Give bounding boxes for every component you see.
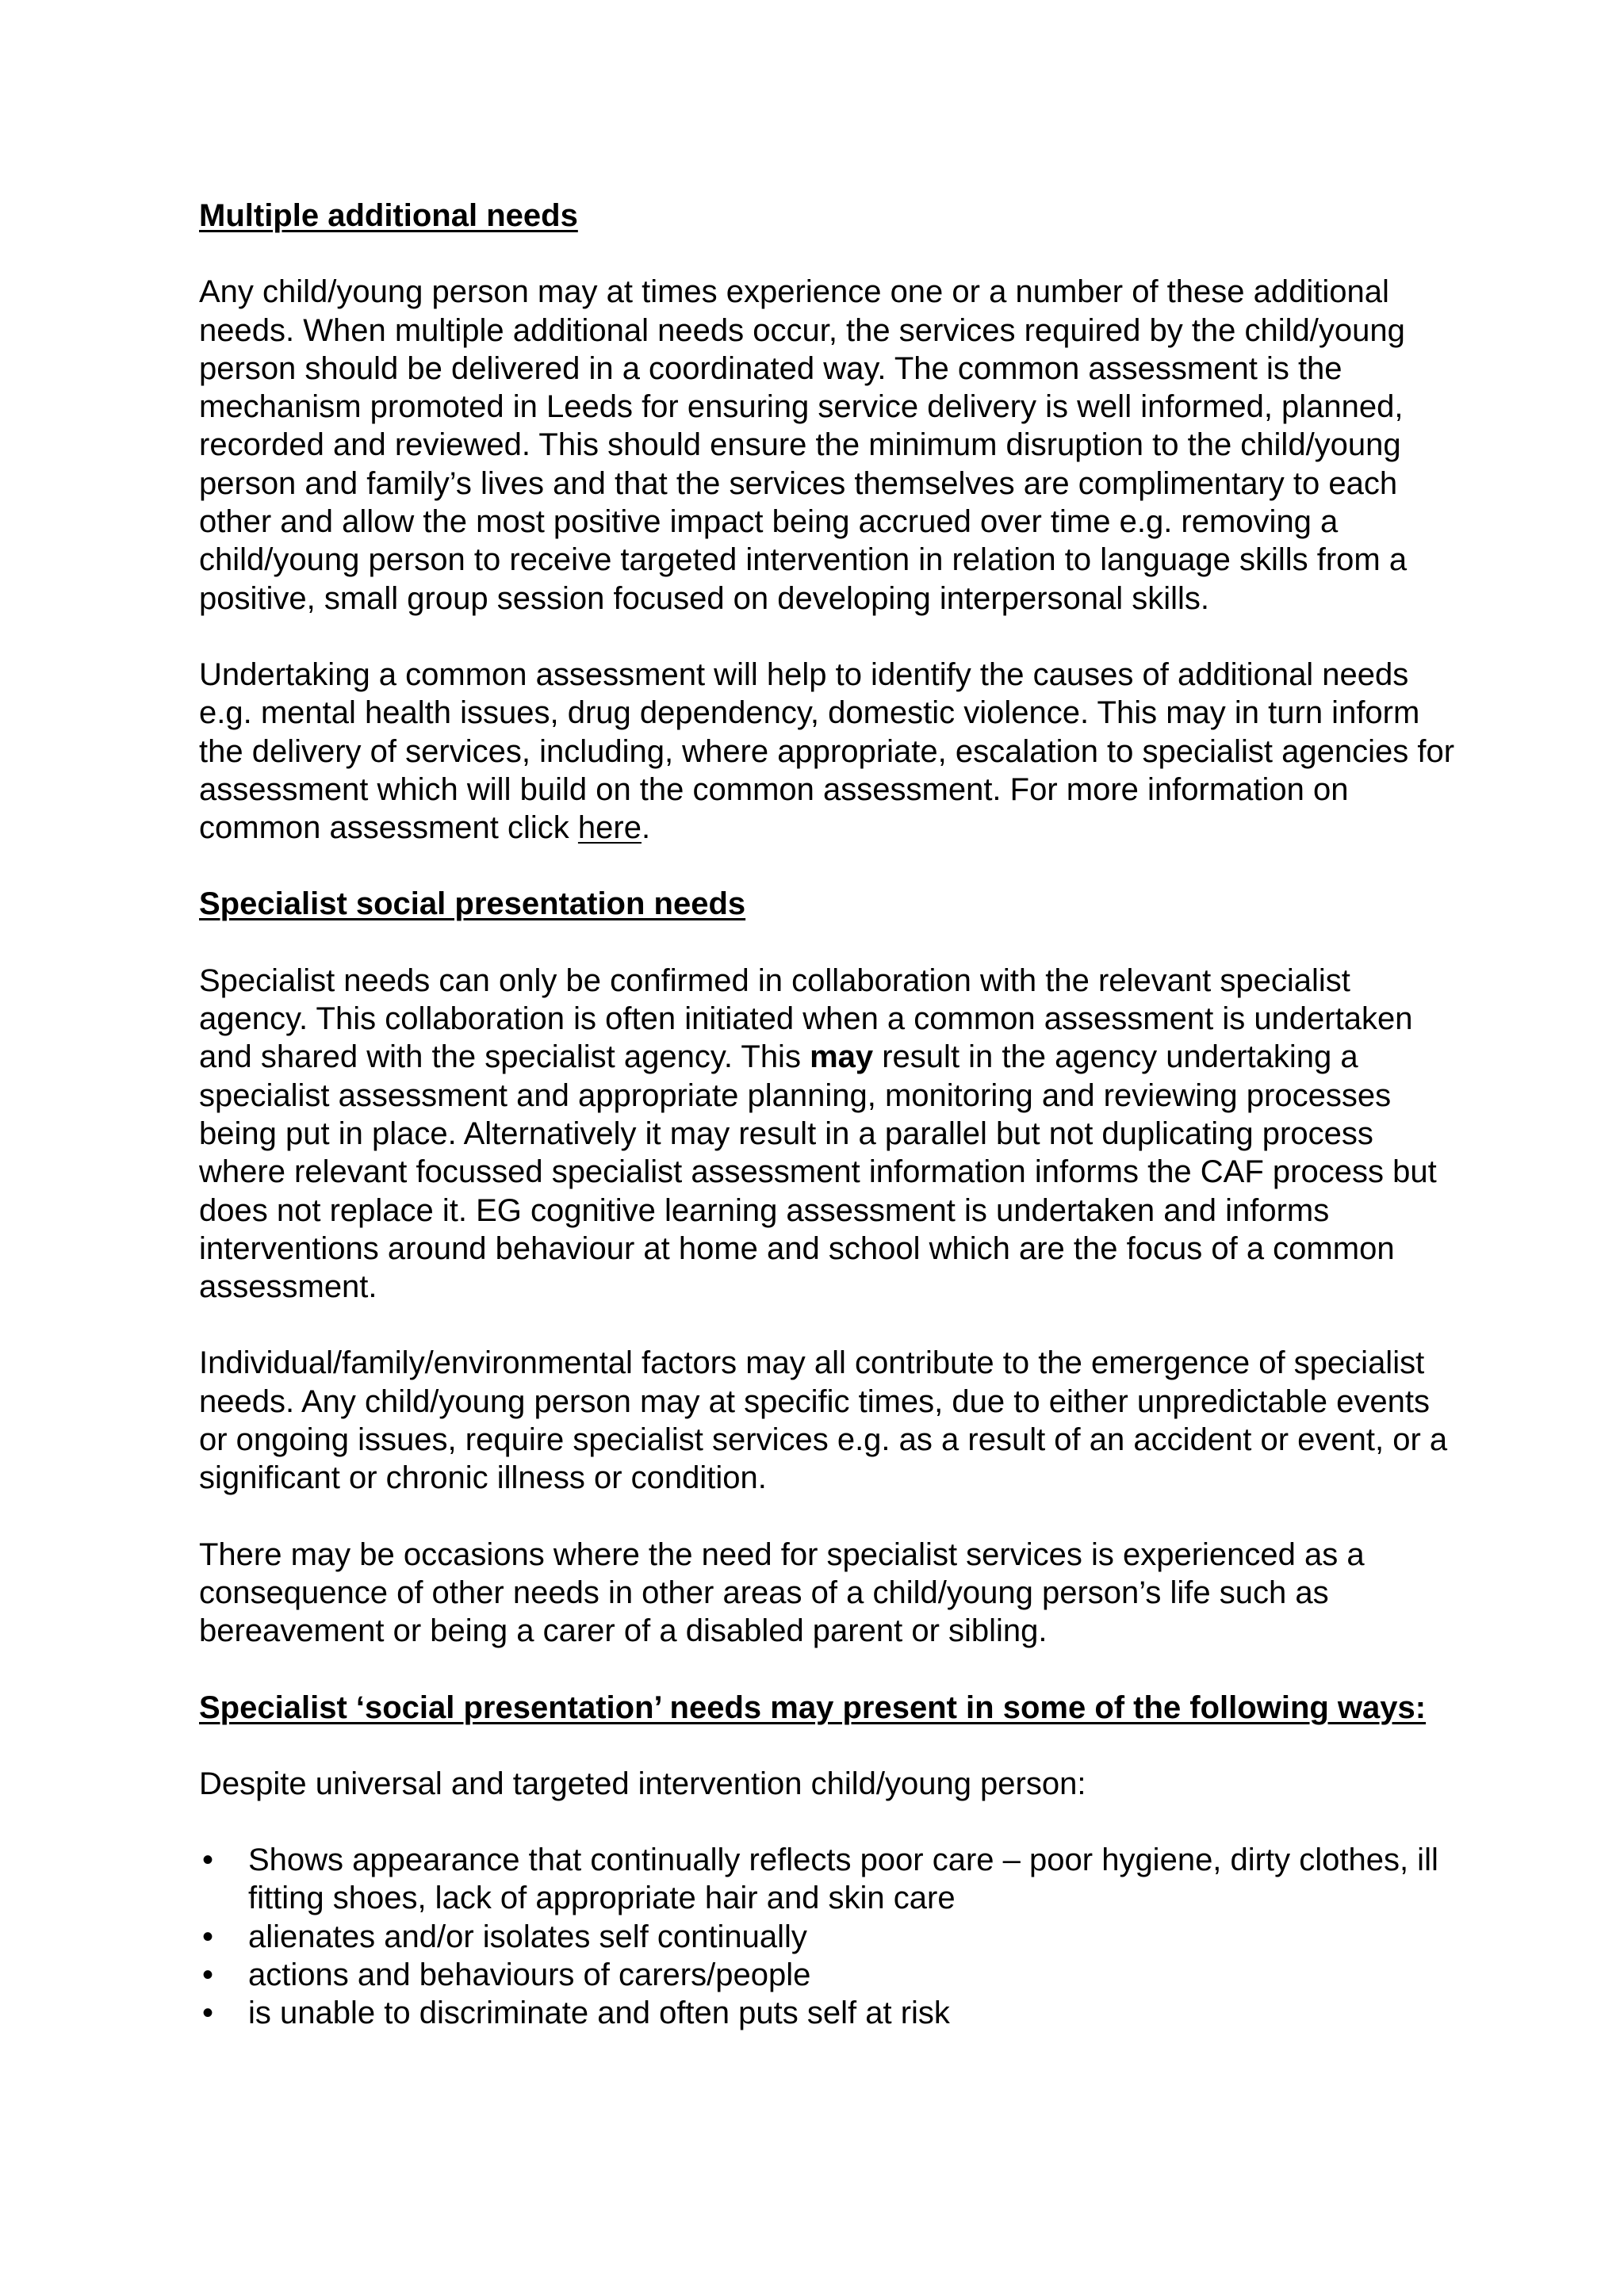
list-item-text: alienates and/or isolates self continually [248,1919,807,1954]
paragraph-common-assessment-text: Undertaking a common assessment will help to identify the causes of additional needs e.g. mental health issues, drug dependency, domestic violence. This may in turn inform the delivery of services, including, where appropriate, escalation to specialist agencies for assessment which will build on the common assessment. For more information on common assessment click [199,656,1455,846]
heading-specialist-presentation-ways: Specialist ‘social presentation’ needs may present in some of the following ways: [199,1689,1427,1725]
list-item [199,1994,1460,2032]
paragraph-multiple-needs-intro: Any child/young person may at times experience one or a number of these additional needs. When multiple additional needs occur, the services required by the child/young person should be delivered in a coordinated way. The common assessment is the mechanism promoted in Leeds for ensuring service delivery is well informed, planned, recorded and reviewed. This should ensure the minimum disruption to the child/young person and family’s lives and that the services themselves are complimentary to each other and allow the most positive impact being accrued over time e.g. removing a child/young person to receive targeted intervention in relation to language skills from a positive, small group session focused on developing interpersonal skills. [199,274,1408,616]
bullet-icon: • [202,1957,214,1992]
emphasis-may: may [810,1039,874,1075]
list-item-text: is unable to discriminate and often puts self at risk [248,1996,950,2031]
bullet-list [199,1841,1460,2032]
list-item [199,1841,1460,1918]
paragraph-occasions: There may be occasions where the need for specialist services is experienced as a consequence of other needs in other areas of a child/young person’s life such as bereavement or being a carer of a disabled parent or sibling. [199,1536,1365,1649]
list-item [199,1956,1460,1994]
heading-specialist-social-presentation-needs: Specialist social presentation needs [199,886,746,922]
bullet-icon: • [202,1843,214,1878]
paragraph-common-assessment [199,656,1460,847]
heading-multiple-additional-needs: Multiple additional needs [199,198,578,233]
bullet-icon: • [202,1919,214,1954]
paragraph-contributing-factors: Individual/family/environmental factors may all contribute to the emergence of specialist needs. Any child/young person may at specific times, due to either unpredictable events or ongoing issues, require specialist services e.g. as a result of an accident or event, or a significant or chronic illness or condition. [199,1345,1448,1496]
list-item-text: Shows appearance that continually reflects poor care – poor hygiene, dirty clothes, ill fitting shoes, lack of appropriate hair and skin care [248,1843,1438,1916]
paragraph-despite-intervention: Despite universal and targeted intervention child/young person: [199,1766,1086,1801]
paragraph-specialist-text-start: Specialist needs can only be confirmed in collaboration with the relevant specialist agency. This collaboration is often initiated when a common assessment is undertaken and shared with the specialist agency. This [199,962,1413,1075]
document-page [199,197,1460,2033]
list-item-text: actions and behaviours of carers/people [248,1957,811,1992]
paragraph-specialist-needs-confirmed [199,962,1460,1307]
paragraph-common-assessment-end: . [641,810,651,846]
list-item [199,1918,1460,1956]
paragraph-specialist-text-end: result in the agency undertaking a specialist assessment and appropriate planning, monitoring and reviewing processes being put in place. Alternatively it may result in a parallel but not duplicating process where relevant focussed specialist assessment information informs the CAF process but does not replace it. EG cognitive learning assessment is undertaken and informs interventions around behaviour at home and school which are the focus of a common assessment. [199,1039,1437,1305]
here-link[interactable]: here [577,810,642,846]
bullet-icon: • [202,1996,214,2031]
